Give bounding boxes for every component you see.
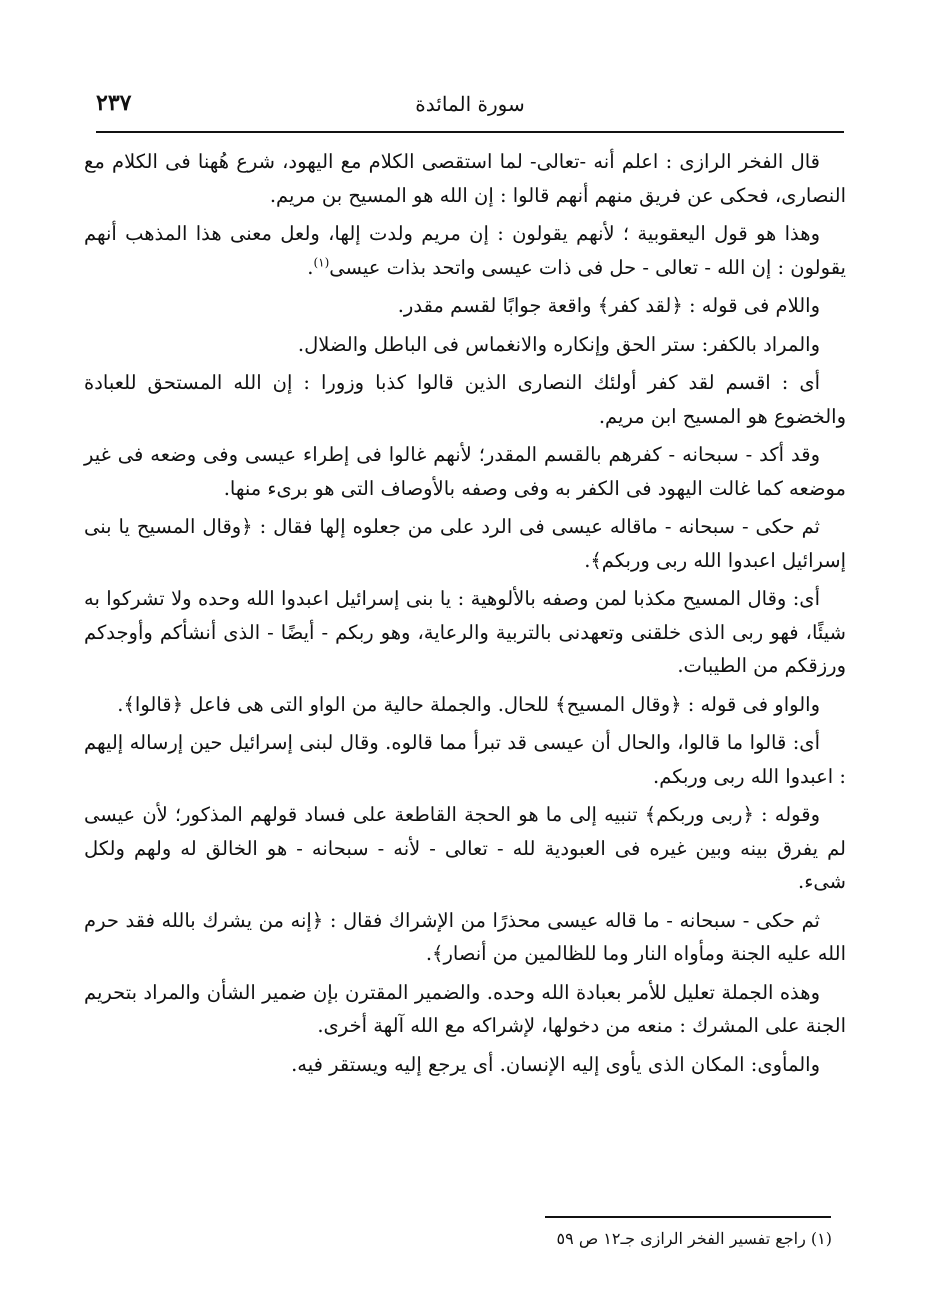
- paragraph-5: أى : اقسم لقد كفر أولئك النصارى الذين قالوا كذبا وزورا : إن الله المستحق للعبادة والخضوع هو المسيح ابن مريم.: [84, 371, 846, 428]
- header-divider: [96, 131, 844, 133]
- paragraph-13: وهذه الجملة تعليل للأمر بعبادة الله وحده. والضمير المقترن بإن ضمير الشأن والمراد بتحريم الجنة على المشرك : منعه من دخولها، لإشراكه مع الله آلهة أخرى.: [84, 980, 846, 1037]
- main-text: [84, 145, 846, 1086]
- paragraph-6: وقد أكد - سبحانه - كفرهم بالقسم المقدر؛ لأنهم غالوا فى إطراء عيسى وفى وضعه فى غير موضعه كما غالت اليهود فى الكفر به وفى وصفه بالأوصاف التى هو برىء منها.: [84, 443, 846, 500]
- paragraph-14: والمأوى: المكان الذى يأوى إليه الإنسان. أى يرجع إليه ويستقر فيه.: [291, 1052, 820, 1076]
- footnote-marker: (١): [313, 255, 330, 269]
- paragraph-11: وقوله : ﴿ربى وربكم﴾ تنبيه إلى ما هو الحجة القاطعة على فساد قولهم المذكور؛ لأن عيسى لم يفرق بينه وبين غيره فى العبودية لله - تعالى - لأنه - سبحانه - هو الخالق له ولهم ولكل شىء.: [84, 803, 846, 893]
- footnote-divider: [545, 1216, 831, 1218]
- paragraph-12: ثم حكى - سبحانه - ما قاله عيسى محذرًا من الإشراك فقال : ﴿إنه من يشرك بالله فقد حرم الله عليه الجنة ومأواه النار وما للظالمين من أنصار﴾.: [84, 908, 846, 965]
- paragraph-7: ثم حكى - سبحانه - ماقاله عيسى فى الرد على من جعلوه إلها فقال : ﴿وقال المسيح يا بنى إسرائيل اعبدوا الله ربى وربكم﴾.: [84, 515, 846, 572]
- page-header: [96, 86, 844, 126]
- footnote: (١) راجع تفسير الفخر الرازى جـ١٢ ص ٥٩: [556, 1229, 832, 1248]
- paragraph-9: والواو فى قوله : ﴿وقال المسيح﴾ للحال. والجملة حالية من الواو التى هى فاعل ﴿قالوا﴾.: [117, 692, 820, 716]
- paragraph-8: أى: وقال المسيح مكذبا لمن وصفه بالألوهية : يا بنى إسرائيل اعبدوا الله وحده ولا تشركوا به شيئًا، فهو ربى الذى خلقنى وتعهدنى بالتربية والرعاية، وهو ربكم - أيضًا - الذى أنشأكم وأوجدكم ورزقكم من الطيبات.: [84, 587, 846, 677]
- paragraph-10: أى: قالوا ما قالوا، والحال أن عيسى قد تبرأ مما قالوه. وقال لبنى إسرائيل حين إرساله إليهم : اعبدوا الله ربى وربكم.: [84, 731, 846, 788]
- paragraph-2-text: وهذا هو قول اليعقوبية ؛ لأنهم يقولون : إن مريم ولدت إلها، ولعل معنى هذا المذهب أنهم يقولون : إن الله - تعالى - حل فى ذات عيسى واتحد بذات عيسى: [84, 222, 846, 279]
- paragraph-3: واللام فى قوله : ﴿لقد كفر﴾ واقعة جوابًا لقسم مقدر.: [397, 294, 820, 317]
- page-number: ٢٣٧: [96, 90, 132, 116]
- paragraph-2: وهذا هو قول اليعقوبية ؛ لأنهم يقولون : إن مريم ولدت إلها، ولعل معنى هذا المذهب أنهم يقولون : إن الله - تعالى - حل فى ذات عيسى واتحد بذات عيسى$^{(١)}$.: [84, 222, 846, 279]
- paragraph-4: والمراد بالكفر: ستر الحق وإنكاره والانغماس فى الباطل والضلال.: [297, 332, 820, 356]
- surah-title: سورة المائدة: [415, 92, 525, 116]
- paragraph-1: قال الفخر الرازى : اعلم أنه -تعالى- لما استقصى الكلام مع اليهود، شرع هُهنا فى الكلام مع النصارى، فحكى عن فريق منهم أنهم قالوا : إن الله هو المسيح بن مريم.: [84, 150, 846, 207]
